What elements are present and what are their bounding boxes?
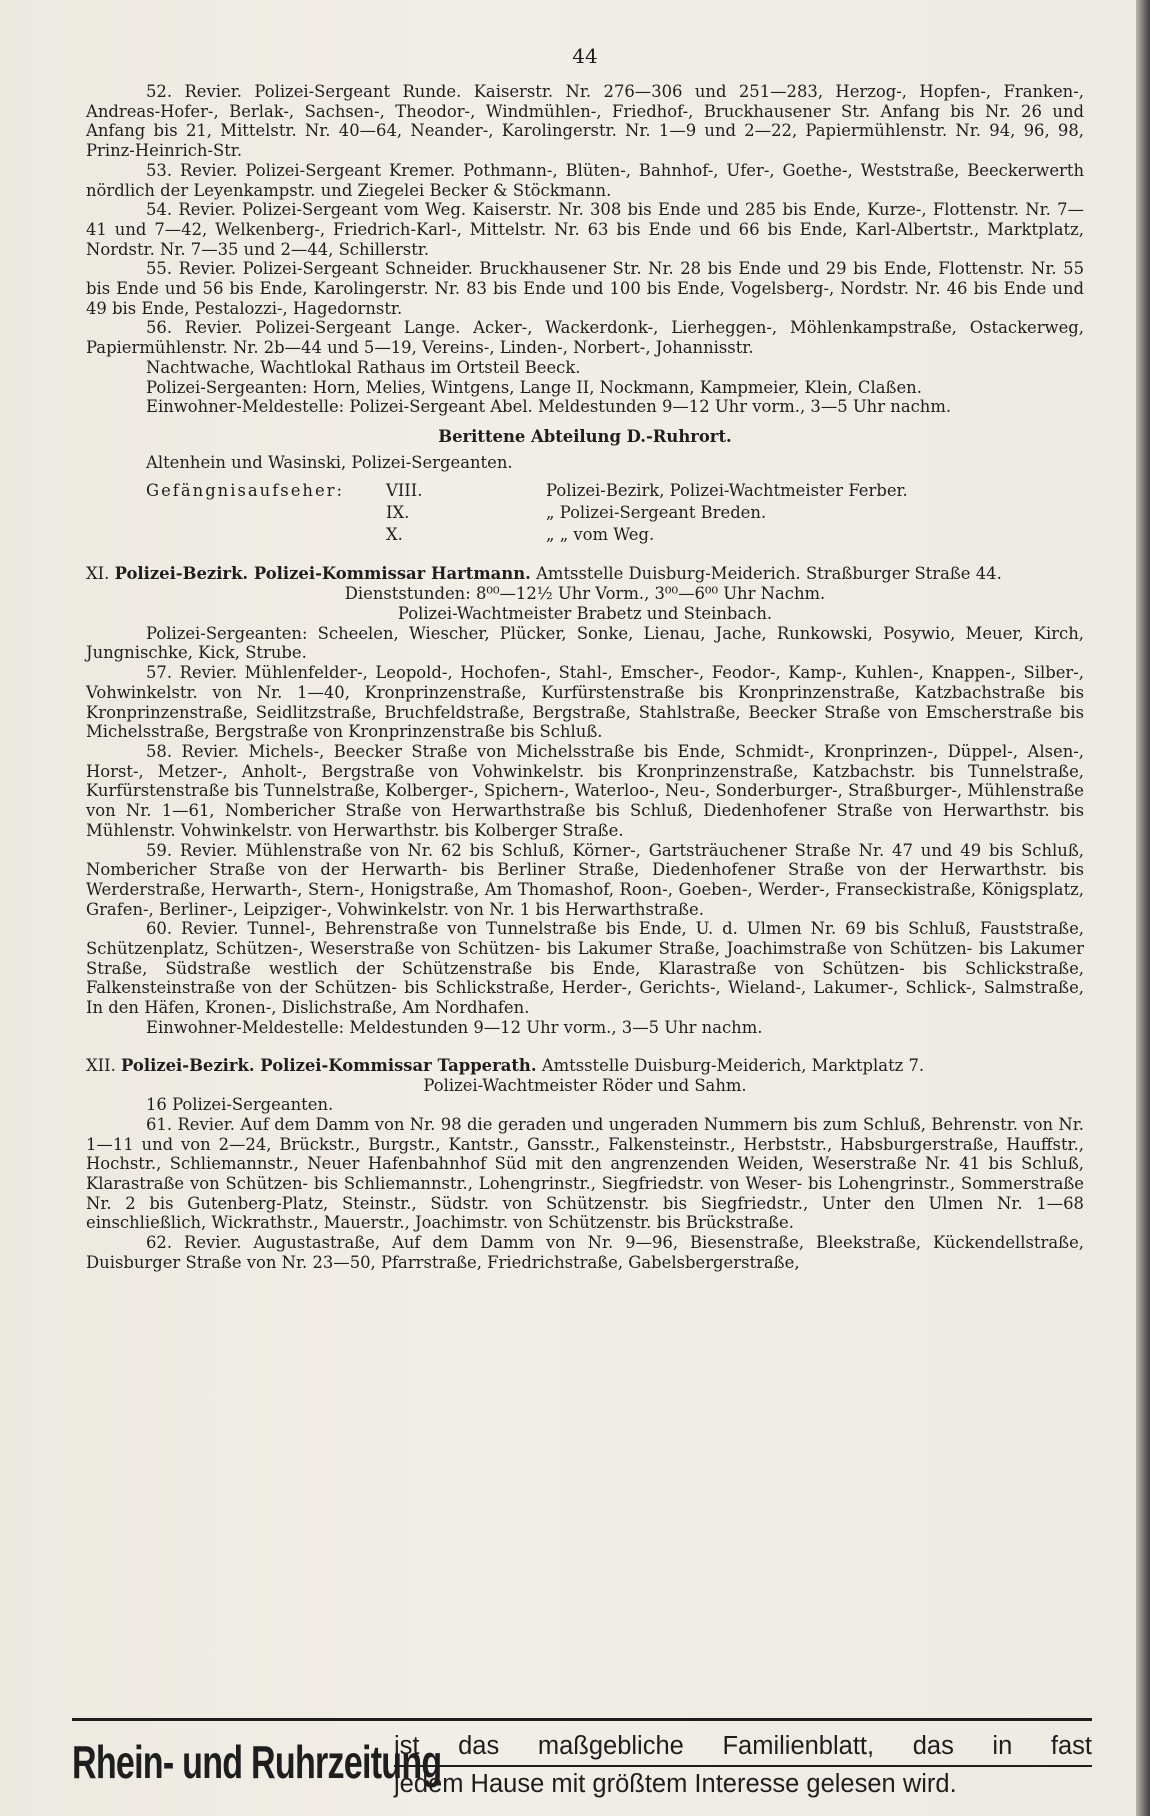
revier-61: 61. Revier. Auf dem Damm von Nr. 98 die geraden und ungeraden Nummern bis zum Schluß, Behrenstr. von Nr. 1—11 und von 2—24, Brückstr., Burgstr., Kantstr., Gansstr., Falkensteinstr., Herbststr., Habsburgerstraße, Hauffstr., Hochstr., Schliemannstr., Neuer Hafenbahnhof Süd mit den angrenzenden Weiden, Weserstraße Nr. 41 bis Schluß, Klarastraße von Schützen- bis Schliemannstr., Lohengrinstr., Siegfriedstr. von Weser- bis Lohengrinstr., Sommerstraße Nr. 2 bis Gutenberg-Platz, Steinstr., Südstr. von Schützenstr. bis Siegfriedstr., Unter den Ulmen Nr. 1—68 einschließlich, Wickrathstr., Mauerstr., Joachimstr. von Schützenstr. bis Brückstraße. bbox=[86, 1114, 1084, 1233]
page-edge bbox=[1136, 0, 1150, 1816]
ad-divider bbox=[394, 1765, 1092, 1767]
district-xii-title: Polizei-Bezirk. Polizei-Kommissar Tapperath. bbox=[121, 1055, 537, 1075]
meldestelle-xi: Einwohner-Meldestelle: Meldestunden 9—12 Uhr vorm., 3—5 Uhr nachm. bbox=[146, 1017, 763, 1037]
sergeanten-list-x: Polizei-Sergeanten: Horn, Melies, Wintgens, Lange II, Nockmann, Kampmeier, Klein, Claßen. bbox=[146, 377, 922, 397]
revier-54: 54. Revier. Polizei-Sergeant vom Weg. Kaiserstr. Nr. 308 bis Ende und 285 bis Ende, Kurze-, Flottenstr. Nr. 7—41 und 7—42, Welkenberg-, Friedrich-Karl-, Mittelstr. Nr. 63 bis Ende und 66 bis Ende, Karl-Albertstr., Marktplatz, Nordstr. Nr. 7—35 und 2—44, Schillerstr. bbox=[86, 200, 1084, 259]
jail-table bbox=[86, 480, 1084, 546]
district-xi-title: Polizei-Bezirk. Polizei-Kommissar Hartmann. bbox=[114, 564, 531, 584]
district-xii-office: Amtsstelle Duisburg-Meiderich, Marktplatz 7. bbox=[541, 1055, 925, 1075]
nachtwache: Nachtwache, Wachtlokal Rathaus im Ortsteil Beeck. bbox=[146, 357, 581, 377]
jail-text: „ „ vom Weg. bbox=[546, 525, 655, 545]
district-xi-office: Amtsstelle Duisburg-Meiderich. Straßburger Straße 44. bbox=[536, 564, 1002, 584]
district-xi-wachtmeister: Polizei-Wachtmeister Brabetz und Steinbach. bbox=[397, 604, 773, 624]
district-xii-heading bbox=[86, 1056, 1084, 1076]
jail-text: Polizei-Bezirk, Polizei-Wachtmeister Ferber. bbox=[546, 481, 908, 501]
meldestelle-x: Einwohner-Meldestelle: Polizei-Sergeant Abel. Meldestunden 9—12 Uhr vorm., 3—5 Uhr nachm. bbox=[146, 397, 952, 417]
ad-line-2: jedem Hause mit größtem Interesse gelesen wird. bbox=[394, 1770, 957, 1798]
revier-60: 60. Revier. Tunnel-, Behrenstraße von Tunnelstraße bis Ende, U. d. Ulmen Nr. 69 bis Schluß, Fauststraße, Schützenplatz, Schützen-, Weserstraße von Schützen- bis Lakumer Straße, Joachimstraße von Schützen- bis Lakumer Straße, Südstraße westlich der Schützenstraße bis Ende, Klarastraße von Schützen- bis Schlickstraße, Falkensteinstraße von der Schützen- bis Schlickstraße, Herder-, Gerichts-, Wieland-, Lakumer-, Schlick-, Salmstraße, In den Häfen, Kronen-, Dislichstraße, Am Nordhafen. bbox=[86, 919, 1084, 1018]
ad-title: Rhein- und Ruhrzeitung bbox=[72, 1736, 442, 1788]
district-xi-number: XI. bbox=[86, 564, 110, 584]
district-xi-heading bbox=[86, 564, 1084, 584]
jail-district: IX. bbox=[386, 503, 410, 523]
jail-label: Gefängnisaufseher: bbox=[146, 481, 345, 501]
revier-58: 58. Revier. Michels-, Beecker Straße von Michelsstraße bis Ende, Schmidt-, Kronprinzen-, Düppel-, Alsen-, Horst-, Metzer-, Anholt-, Bergstraße von Vohwinkelstr. bis Kronprinzenstraße, Katzbachstr. bis Tunnelstraße, Kurfürstenstraße bis Tunnelstraße, Kolberger-, Spichern-, Waterloo-, Neu-, Sonderburger-, Straßburger-, Mühlenstraße von Nr. 1—61, Nombericher Straße von Herwarthstraße bis Schluß, Diedenhofener Straße von Herwarthstr. bis Mühlenstr. Vohwinkelstr. von Herwarthstr. bis Kolberger Straße. bbox=[86, 741, 1084, 840]
ad-line-1: ist das maßgebliche Familienblatt, das in fast bbox=[394, 1732, 1092, 1760]
district-xii-number: XII. bbox=[86, 1055, 116, 1075]
mounted-names: Altenhein und Wasinski, Polizei-Sergeanten. bbox=[146, 452, 513, 472]
revier-55: 55. Revier. Polizei-Sergeant Schneider. Bruckhausener Str. Nr. 28 bis Ende und 29 bis Ende, Flottenstr. Nr. 55 bis Ende und 56 bis Ende, Karolingerstr. Nr. 83 bis Ende und 100 bis Ende, Vogelsberg-, Nordstr. Nr. 46 bis Ende und 49 bis Ende, Pestalozzi-, Hagedornstr. bbox=[86, 259, 1084, 318]
revier-56: 56. Revier. Polizei-Sergeant Lange. Acker-, Wackerdonk-, Lierheggen-, Möhlenkampstraße, Ostackerweg, Papiermühlenstr. Nr. 2b—44 und 5—19, Vereins-, Linden-, Norbert-, Johannisstr. bbox=[86, 318, 1084, 358]
revier-59: 59. Revier. Mühlenstraße von Nr. 62 bis Schluß, Körner-, Gartsträuchener Straße Nr. 47 und 49 bis Schluß, Nombericher Straße von der Herwarth- bis Berliner Straße, Diedenhofener Straße von der Herwarthstr. bis Werderstraße, Herwarth-, Stern-, Honigstraße, Am Thomashof, Roon-, Goeben-, Werder-, Franseckistraße, Königsplatz, Grafen-, Berliner-, Leipziger-, Vohwinkelstr. von Nr. 1 bis Herwarthstraße. bbox=[86, 840, 1084, 919]
district-xii-wachtmeister: Polizei-Wachtmeister Röder und Sahm. bbox=[423, 1075, 747, 1095]
revier-57: 57. Revier. Mühlenfelder-, Leopold-, Hochofen-, Stahl-, Emscher-, Feodor-, Kamp-, Kuhlen-, Knappen-, Silber-, Vohwinkelstr. von Nr. 1—40, Kronprinzenstraße, Kurfürstenstraße bis Kronprinzenstraße, Katzbachstraße bis Kronprinzenstraße, Seidlitzstraße, Bruchfeldstraße, Bergstraße, Stahlstraße, Beecker Straße von Emscherstraße bis Michelsstraße, Bergstraße von Kronprinzenstraße bis Schluß. bbox=[86, 663, 1084, 742]
advertisement bbox=[72, 1718, 1092, 1813]
page-number: 44 bbox=[572, 44, 598, 68]
revier-53: 53. Revier. Polizei-Sergeant Kremer. Pothmann-, Blüten-, Bahnhof-, Ufer-, Goethe-, Weststraße, Beeckerwerth nördlich der Leyenkampstr. und Ziegelei Becker & Stöckmann. bbox=[86, 160, 1084, 200]
district-xi-hours: Dienststunden: 8⁰⁰—12½ Uhr Vorm., 3⁰⁰—6⁰⁰ Uhr Nachm. bbox=[344, 584, 826, 604]
jail-district: X. bbox=[386, 525, 403, 545]
district-xi-sergeanten: Polizei-Sergeanten: Scheelen, Wiescher, Plücker, Sonke, Lienau, Jache, Runkowski, Posywio, Meuer, Kirch, Jungnischke, Kick, Strube. bbox=[86, 623, 1084, 663]
revier-52: 52. Revier. Polizei-Sergeant Runde. Kaiserstr. Nr. 276—306 und 251—283, Herzog-, Hopfen-, Franken-, Andreas-Hofer-, Berlak-, Sachsen-, Theodor-, Windmühlen-, Friedhof-, Bruckhausener Str. Anfang bis Nr. 26 und Anfang bis 21, Mittelstr. Nr. 40—64, Neander-, Karolingerstr. Nr. 1—9 und 2—22, Papiermühlenstr. Nr. 94, 96, 98, Prinz-Heinrich-Str. bbox=[86, 82, 1084, 161]
jail-text: „ Polizei-Sergeant Breden. bbox=[546, 503, 767, 523]
jail-district: VIII. bbox=[386, 481, 423, 501]
mounted-heading: Berittene Abteilung D.-Ruhrort. bbox=[438, 426, 732, 446]
revier-62: 62. Revier. Augustastraße, Auf dem Damm von Nr. 9—96, Biesenstraße, Bleekstraße, Kückendellstraße, Duisburger Straße von Nr. 23—50, Pfarrstraße, Friedrichstraße, Gabelsbergerstraße, bbox=[86, 1233, 1084, 1272]
district-xii-sergeanten: 16 Polizei-Sergeanten. bbox=[146, 1095, 334, 1115]
